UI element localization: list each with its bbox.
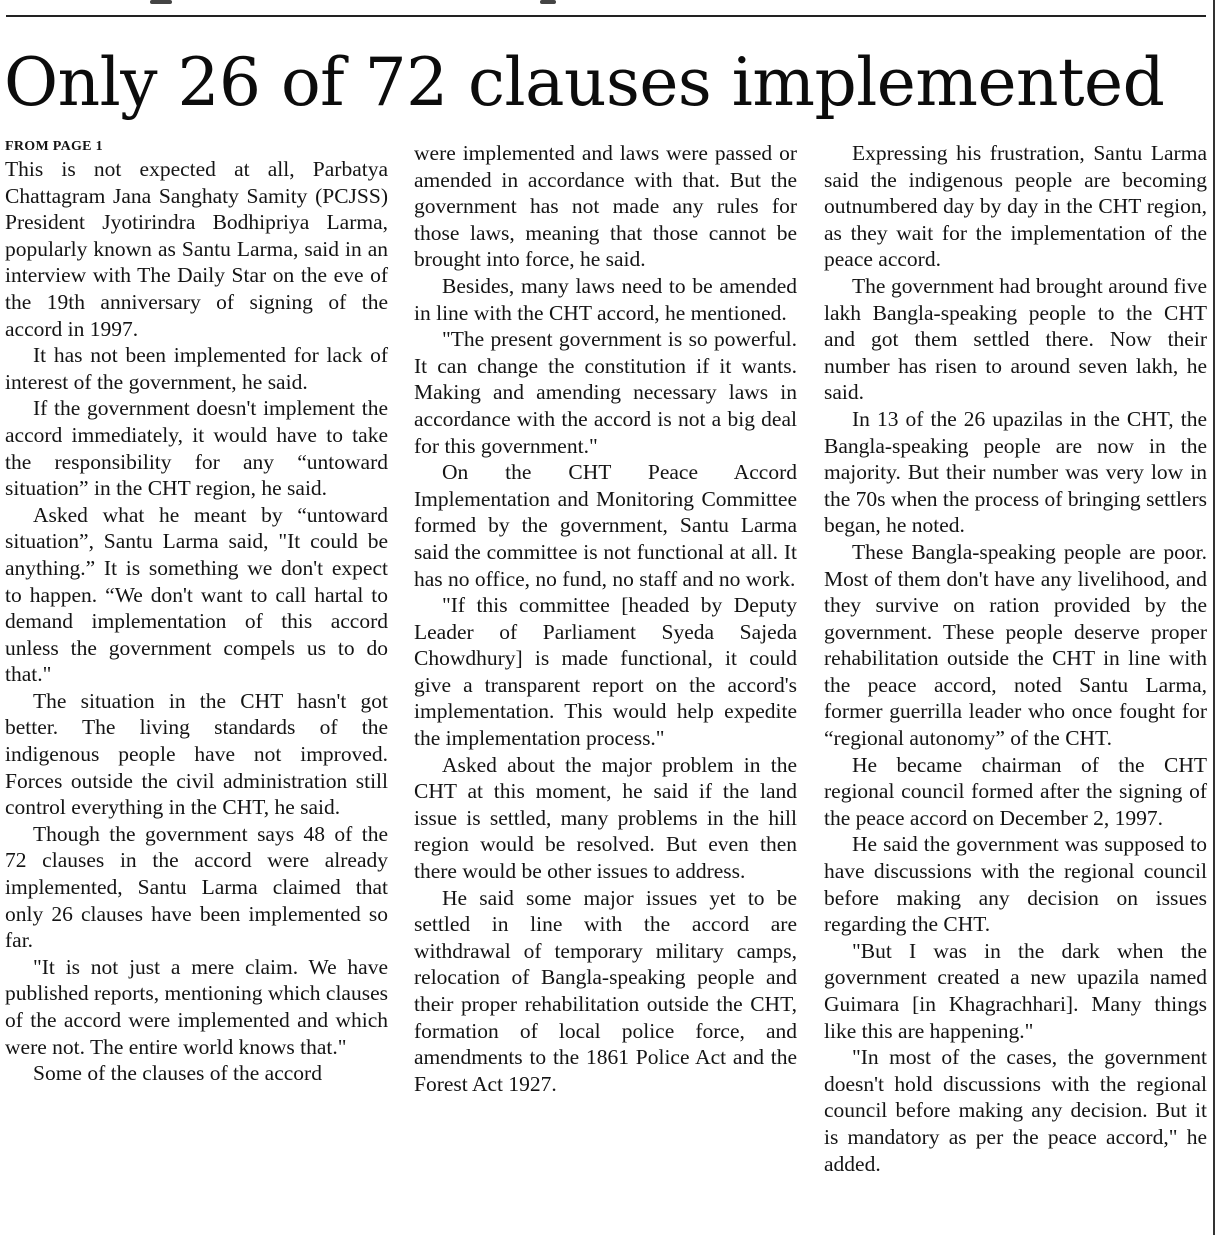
article-column-2 [414,140,797,1097]
page-edge [1213,0,1215,1235]
clipped-top-mark [540,0,556,4]
paragraph: The government had brought around five lakh Bangla-speaking people to the CHT and got them settled there. Now their number has risen to around seven lakh, he said. [824,273,1207,405]
top-rule [6,15,1206,17]
paragraph: "If this committee [headed by Deputy Leader of Parliament Syeda Sajeda Chowdhury] is made functional, it could give a transparent report on the accord's implementation. This would help expedite the implementation process." [414,593,797,751]
paragraph: Expressing his frustration, Santu Larma said the indigenous people are becoming outnumbered day by day in the CHT region, as they wait for the implementation of the peace accord. [824,141,1207,272]
paragraph: Though the government says 48 of the 72 clauses in the accord were already implemented, Santu Larma claimed that only 26 clauses have been implemented so far. [5,821,388,953]
headline: Only 26 of 72 clauses implemented [4,44,1165,121]
paragraph: Asked about the major problem in the CHT at this moment, he said if the land issue is settled, many problems in the hill region would be resolved. But even then there would be other issues to address. [414,752,797,884]
paragraph: "But I was in the dark when the government created a new upazila named Guimara [in Khagrachhari]. Many things like this are happening." [824,938,1207,1043]
paragraph: He said some major issues yet to be settled in line with the accord are withdrawal of temporary military camps, relocation of Bangla-speaking people and their proper rehabilitation outside the CHT, formation of local police force, and amendments to the 1861 Police Act and the Forest Act 1927. [414,885,797,1096]
article-column-3 [824,140,1207,1177]
paragraph: He said the government was supposed to have discussions with the regional council before making any decision on issues regarding the CHT. [824,832,1207,937]
paragraph: It has not been implemented for lack of interest of the government, he said. [5,343,388,394]
paragraph: On the CHT Peace Accord Implementation and Monitoring Committee formed by the government, Santu Larma said the committee is not functional at all. It has no office, no fund, no staff and no work. [414,460,797,591]
paragraph: were implemented and laws were passed or amended in accordance with that. But the government has not made any rules for those laws, meaning that those cannot be brought into force, he said. [414,141,797,272]
paragraph: These Bangla-speaking people are poor. Most of them don't have any livelihood, and they survive on ration provided by the government. These people deserve proper rehabilitation outside the CHT in line with the peace accord, noted Santu Larma, former guerrilla leader who once fought for “regional autonomy” of the CHT. [824,539,1207,751]
paragraph: If the government doesn't implement the accord immediately, it would have to take the responsibility for any “untoward situation” in the CHT region, he said. [5,396,388,501]
paragraph: He became chairman of the CHT regional council formed after the signing of the peace accord on December 2, 1997. [824,752,1207,830]
article-column-1 [5,138,388,1087]
paragraph: Asked what he meant by “untoward situation”, Santu Larma said, "It could be anything.” It is something we don't expect to happen. “We don't want to call hartal to demand implementation of this accord unless the government compels us to do that." [5,502,388,687]
paragraph: "The present government is so powerful. It can change the constitution if it wants. Making and amending necessary laws in accordance with the accord is not a big deal for this government." [414,327,797,458]
paragraph: "In most of the cases, the government doesn't hold discussions with the regional council before making any decision. But it is mandatory as per the peace accord," he added. [824,1045,1207,1176]
paragraph: In 13 of the 26 upazilas in the CHT, the Bangla-speaking people are now in the majority. But their number was very low in the 70s when the process of bringing settlers began, he noted. [824,406,1207,538]
paragraph: Some of the clauses of the accord [33,1061,322,1086]
dateline: FROM PAGE 1 [5,139,103,154]
paragraph: The situation in the CHT hasn't got better. The living standards of the indigenous people have not improved. Forces outside the civil administration still control everything in the CHT, he said. [5,688,388,820]
paragraph: "It is not just a mere claim. We have published reports, mentioning which clauses of the accord were implemented and which were not. The entire world knows that." [5,954,388,1059]
paragraph: This is not expected at all, Parbatya Chattagram Jana Sanghaty Samity (PCJSS) President Jyotirindra Bodhipriya Larma, popularly known as Santu Larma, said in an interview with The Daily Star on the eve of the 19th anniversary of signing of the accord in 1997. [5,157,388,341]
paragraph: Besides, many laws need to be amended in line with the CHT accord, he mentioned. [414,273,797,325]
clipped-top-mark [150,0,172,4]
